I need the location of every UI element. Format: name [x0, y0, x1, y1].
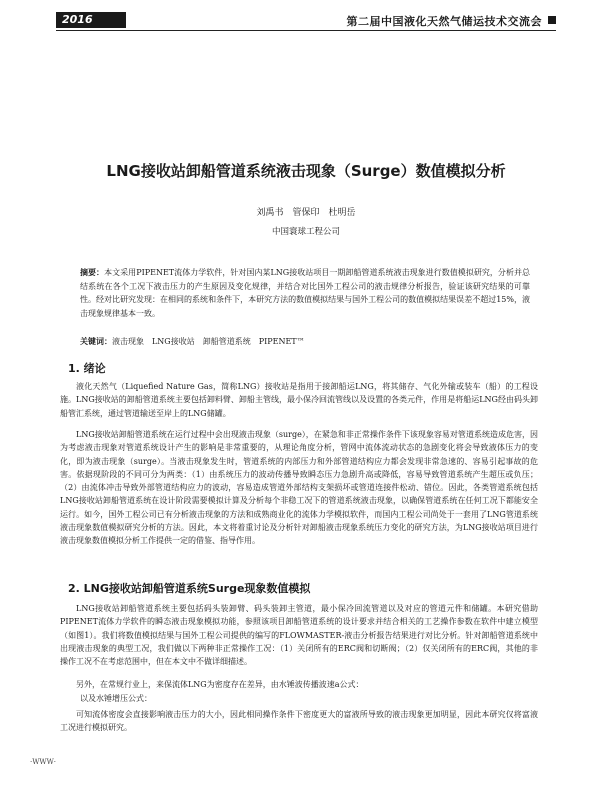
page-header — [56, 10, 556, 31]
header-square-icon — [548, 16, 556, 24]
section-heading-surge-simulation: 2. LNG接收站卸船管道系统Surge现象数值模拟 — [68, 582, 311, 595]
abstract-text: 本文采用PIPENET流体力学软件，针对国内某LNG接收站项目一期卸船管道系统液击现象进行数值模拟研究，分析并总结系统在各个工况下液击压力的产生原因及变化规律，并结合对比国外工程公司的液击规律分析报告，验证该研究结果的可靠性。经对比研究发现：在相同的系统和条件下，本研究方法的数值模拟结果与国外工程公司的数值模拟结果误差不超过15%，液击现象规律基本一致。 — [80, 268, 531, 318]
year-badge: 2016 — [56, 12, 126, 28]
paragraph: LNG接收站卸船管道系统在运行过程中会出现液击现象（surge），在紧急和非正常操作条件下该现象容易对管道系统造成危害，因为考虑液击现象对管道系统设计产生的影响是非常重要的，从理论角度分析，管网中流体流动状态的急剧变化将会导致液体压力的变化，即为液击现象（surge）。当液击现象发生时，管道系统的内部压力和外部管道结构应力都会发现非常急速的、容易引起事故的危害。依据现阶段的不同可分为两类：（1）由系统压力的波动传播导致瞬态压力急剧升高或降低，容易导致管道系统产生超压或负压；（2）由流体冲击导致外部管道结构应力的波动，容易造成管道外部结构支架损坏或管道连接件松动、错位。因此，各类管道系统包括LNG接收站卸船管道系统在设计阶段需要模拟计算及分析每个非稳工况下的管道系统液击现象，以确保管道系统在任何工况下都能安全运行。如今，国外工程公司已有分析液击现象的方法和成熟商业化的流体力学模拟软件，而国内工程公司尚处于一套用了LNG管道系统液击现象数值模拟研究分析的方法。因此，本文将着重讨论及分析针对卸船液击现象系统压力变化的研究方法，为LNG接收站项目进行液击现象数值模拟分析工作提供一定的借鉴、指导作用。 — [60, 430, 538, 546]
abstract — [80, 266, 530, 320]
conference-title: 第二届中国液化天然气储运技术交流会 — [346, 15, 542, 28]
section-heading-introduction: 1. 绪论 — [68, 362, 106, 375]
paragraph: LNG接收站卸船管道系统主要包括码头装卸臂、码头装卸主管道，最小保冷回流管道以及对应的管道元件和储罐。本研究借助PIPENET流体力学软件的瞬态液击现象模拟功能，参照该项目卸船管道系统的设计要求并结合相关的工艺操作参数在软件中建立模型（如图1）。我们将数值模拟结果与国外工程公司提供的编写的FLOWMASTER-液击分析报告结果进行对比分析。针对卸船管道系统中出现液击现象的典型工况，我们做以下两种非正常操作工况：（1）关闭所有的ERC阀和切断阀；（2）仅关闭所有的ERC阀，其他的非操作工况不在考虑范围中，但在本文中不做详细描述。 — [60, 604, 538, 667]
paragraph: 以及水锤增压公式： — [80, 694, 152, 703]
paper-authors: 刘禹书 管保印 杜明岳 — [256, 208, 356, 218]
keywords — [80, 336, 530, 347]
keywords-text: 液击现象 LNG接收站 卸船管道系统 PIPENET™ — [112, 337, 305, 346]
abstract-label: 摘要： — [80, 267, 105, 277]
keywords-label: 关键词： — [80, 336, 112, 346]
page-footer: ·WWW· — [30, 758, 57, 766]
paper-title: LNG接收站卸船管道系统液击现象（Surge）数值模拟分析 — [106, 162, 506, 180]
paper-affiliation: 中国寰球工程公司 — [271, 227, 340, 237]
paragraph: 另外，在常规行业上，来保流体LNG为密度存在差异，由水锤波传播波速a公式： — [76, 680, 364, 689]
paragraph: 可知流体密度会直接影响液击压力的大小，因此相同操作条件下密度更大的富液所导致的液击现象更加明显，因此本研究仅将富液工况进行模拟研究。 — [60, 710, 538, 733]
paragraph: 液化天然气（Liquefied Nature Gas，简称LNG）接收站是指用于接卸船运LNG，将其储存、气化外输或装车（船）的工程设施。LNG接收站的卸船管道系统主要包括卸料臂、卸船主管线，最小保冷回流管线以及设置的各类元件，作用是将船运LNG经由码头卸船管汇系统，通过管道输送至岸上的LNG储罐。 — [60, 382, 538, 418]
